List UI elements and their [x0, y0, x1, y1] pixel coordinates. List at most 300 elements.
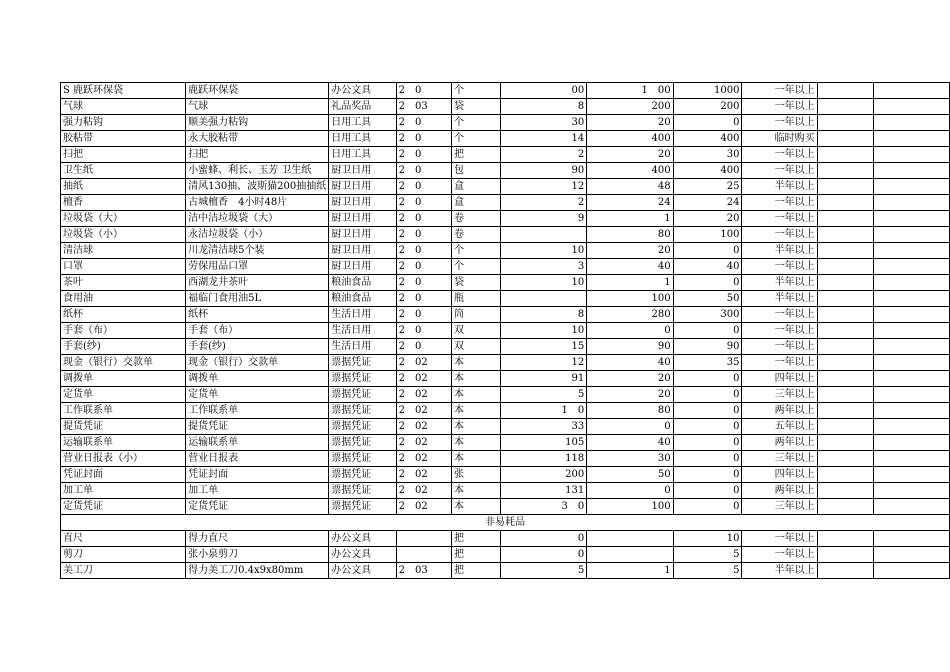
price-cell[interactable]: 90 [587, 339, 673, 355]
code-cell[interactable]: 2 0 [396, 227, 451, 243]
unit-cell[interactable]: 本 [451, 355, 500, 371]
quantity-cell[interactable]: 33 [500, 419, 586, 435]
quantity-cell[interactable]: 9 [500, 211, 586, 227]
unit-cell[interactable]: 双 [451, 323, 500, 339]
unit-cell[interactable]: 双 [451, 339, 500, 355]
empty-cell[interactable] [874, 115, 950, 131]
price-cell[interactable]: 1 [587, 563, 673, 579]
unit-cell[interactable]: 张 [451, 467, 500, 483]
code-cell[interactable]: 2 0 [396, 275, 451, 291]
amount-cell[interactable]: 40 [673, 259, 742, 275]
empty-cell[interactable] [874, 227, 950, 243]
empty-cell[interactable] [817, 355, 873, 371]
item-spec-cell[interactable]: 顺美强力粘钩 [186, 115, 329, 131]
quantity-cell[interactable]: 91 [500, 371, 586, 387]
item-name-cell[interactable]: 清洁球 [61, 243, 186, 259]
unit-cell[interactable]: 盒 [451, 195, 500, 211]
amount-cell[interactable]: 0 [673, 467, 742, 483]
quantity-cell[interactable]: 1 0 [500, 403, 586, 419]
item-spec-cell[interactable]: 调拨单 [186, 371, 329, 387]
quantity-cell[interactable]: 8 [500, 99, 586, 115]
period-cell[interactable]: 一年以上 [742, 211, 817, 227]
empty-cell[interactable] [817, 179, 873, 195]
code-cell[interactable]: 2 0 [396, 163, 451, 179]
empty-cell[interactable] [874, 243, 950, 259]
item-name-cell[interactable]: 运输联系单 [61, 435, 186, 451]
unit-cell[interactable]: 本 [451, 483, 500, 499]
amount-cell[interactable]: 24 [673, 195, 742, 211]
item-spec-cell[interactable]: 凭证封面 [186, 467, 329, 483]
period-cell[interactable]: 半年以上 [742, 563, 817, 579]
item-spec-cell[interactable]: 工作联系单 [186, 403, 329, 419]
item-name-cell[interactable]: 檀香 [61, 195, 186, 211]
quantity-cell[interactable]: 118 [500, 451, 586, 467]
quantity-cell[interactable]: 2 [500, 195, 586, 211]
item-name-cell[interactable]: 茶叶 [61, 275, 186, 291]
empty-cell[interactable] [817, 499, 873, 515]
empty-cell[interactable] [874, 323, 950, 339]
category-cell[interactable]: 厨卫日用 [329, 227, 396, 243]
item-name-cell[interactable]: 现金（银行）交款单 [61, 355, 186, 371]
category-cell[interactable]: 票据凭证 [329, 499, 396, 515]
code-cell[interactable]: 2 0 [396, 307, 451, 323]
quantity-cell[interactable]: 15 [500, 339, 586, 355]
empty-cell[interactable] [874, 355, 950, 371]
price-cell[interactable]: 80 [587, 227, 673, 243]
amount-cell[interactable]: 0 [673, 371, 742, 387]
item-spec-cell[interactable]: 劳保用品口罩 [186, 259, 329, 275]
period-cell[interactable]: 一年以上 [742, 115, 817, 131]
item-spec-cell[interactable]: 营业日报表 [186, 451, 329, 467]
code-cell[interactable]: 2 0 [396, 195, 451, 211]
amount-cell[interactable]: 30 [673, 147, 742, 163]
item-name-cell[interactable]: 扫把 [61, 147, 186, 163]
unit-cell[interactable]: 把 [451, 531, 500, 547]
period-cell[interactable]: 一年以上 [742, 259, 817, 275]
code-cell[interactable]: 2 0 [396, 179, 451, 195]
empty-cell[interactable] [874, 179, 950, 195]
empty-cell[interactable] [817, 435, 873, 451]
code-cell[interactable]: 2 0 [396, 323, 451, 339]
quantity-cell[interactable]: 3 0 [500, 499, 586, 515]
item-name-cell[interactable]: 营业日报表（小） [61, 451, 186, 467]
amount-cell[interactable]: 50 [673, 291, 742, 307]
price-cell[interactable] [587, 547, 673, 563]
unit-cell[interactable]: 本 [451, 435, 500, 451]
empty-cell[interactable] [874, 403, 950, 419]
price-cell[interactable]: 0 [587, 483, 673, 499]
item-name-cell[interactable]: 强力粘钩 [61, 115, 186, 131]
empty-cell[interactable] [817, 291, 873, 307]
unit-cell[interactable]: 个 [451, 259, 500, 275]
item-name-cell[interactable]: 垃圾袋（小） [61, 227, 186, 243]
item-name-cell[interactable]: 凭证封面 [61, 467, 186, 483]
unit-cell[interactable]: 本 [451, 371, 500, 387]
item-name-cell[interactable]: 垃圾袋（大） [61, 211, 186, 227]
price-cell[interactable]: 1 00 [587, 83, 673, 99]
amount-cell[interactable]: 0 [673, 275, 742, 291]
price-cell[interactable]: 400 [587, 163, 673, 179]
unit-cell[interactable]: 本 [451, 403, 500, 419]
period-cell[interactable]: 一年以上 [742, 323, 817, 339]
period-cell[interactable]: 一年以上 [742, 355, 817, 371]
item-spec-cell[interactable]: 手套（布） [186, 323, 329, 339]
unit-cell[interactable]: 包 [451, 163, 500, 179]
period-cell[interactable]: 三年以上 [742, 451, 817, 467]
item-spec-cell[interactable]: 定货单 [186, 387, 329, 403]
price-cell[interactable]: 1 [587, 275, 673, 291]
item-spec-cell[interactable]: 扫把 [186, 147, 329, 163]
price-cell[interactable]: 24 [587, 195, 673, 211]
category-cell[interactable]: 生活日用 [329, 307, 396, 323]
empty-cell[interactable] [874, 259, 950, 275]
item-name-cell[interactable]: 气球 [61, 99, 186, 115]
amount-cell[interactable]: 0 [673, 323, 742, 339]
quantity-cell[interactable]: 12 [500, 355, 586, 371]
category-cell[interactable]: 办公文具 [329, 547, 396, 563]
unit-cell[interactable]: 把 [451, 147, 500, 163]
category-cell[interactable]: 厨卫日用 [329, 195, 396, 211]
empty-cell[interactable] [874, 387, 950, 403]
item-spec-cell[interactable]: 洁中洁垃圾袋（大） [186, 211, 329, 227]
price-cell[interactable]: 100 [587, 291, 673, 307]
item-spec-cell[interactable]: 气球 [186, 99, 329, 115]
price-cell[interactable]: 40 [587, 435, 673, 451]
empty-cell[interactable] [874, 467, 950, 483]
category-cell[interactable]: 生活日用 [329, 323, 396, 339]
empty-cell[interactable] [874, 195, 950, 211]
price-cell[interactable]: 50 [587, 467, 673, 483]
unit-cell[interactable]: 本 [451, 499, 500, 515]
quantity-cell[interactable]: 5 [500, 563, 586, 579]
quantity-cell[interactable]: 00 [500, 83, 586, 99]
empty-cell[interactable] [817, 483, 873, 499]
empty-cell[interactable] [874, 371, 950, 387]
empty-cell[interactable] [817, 227, 873, 243]
empty-cell[interactable] [874, 147, 950, 163]
empty-cell[interactable] [817, 275, 873, 291]
code-cell[interactable]: 2 0 [396, 291, 451, 307]
item-spec-cell[interactable]: 小蜜蜂、利长、玉芳 卫生纸 [186, 163, 329, 179]
amount-cell[interactable]: 0 [673, 403, 742, 419]
quantity-cell[interactable]: 90 [500, 163, 586, 179]
code-cell[interactable]: 2 0 [396, 259, 451, 275]
item-name-cell[interactable]: 抽纸 [61, 179, 186, 195]
quantity-cell[interactable]: 0 [500, 531, 586, 547]
empty-cell[interactable] [817, 419, 873, 435]
amount-cell[interactable]: 0 [673, 419, 742, 435]
unit-cell[interactable]: 瓶 [451, 291, 500, 307]
empty-cell[interactable] [817, 531, 873, 547]
quantity-cell[interactable]: 14 [500, 131, 586, 147]
price-cell[interactable]: 20 [587, 243, 673, 259]
empty-cell[interactable] [817, 467, 873, 483]
code-cell[interactable]: 2 03 [396, 99, 451, 115]
price-cell[interactable]: 20 [587, 371, 673, 387]
unit-cell[interactable]: 袋 [451, 275, 500, 291]
category-cell[interactable]: 生活日用 [329, 339, 396, 355]
item-name-cell[interactable]: 卫生纸 [61, 163, 186, 179]
quantity-cell[interactable] [500, 227, 586, 243]
empty-cell[interactable] [817, 403, 873, 419]
quantity-cell[interactable]: 12 [500, 179, 586, 195]
price-cell[interactable]: 40 [587, 259, 673, 275]
empty-cell[interactable] [874, 483, 950, 499]
period-cell[interactable]: 四年以上 [742, 371, 817, 387]
item-spec-cell[interactable]: 西湖龙井茶叶 [186, 275, 329, 291]
period-cell[interactable]: 两年以上 [742, 403, 817, 419]
quantity-cell[interactable]: 10 [500, 275, 586, 291]
period-cell[interactable]: 一年以上 [742, 83, 817, 99]
item-spec-cell[interactable]: 鹿跃环保袋 [186, 83, 329, 99]
empty-cell[interactable] [874, 211, 950, 227]
period-cell[interactable]: 一年以上 [742, 99, 817, 115]
code-cell[interactable]: 2 02 [396, 483, 451, 499]
item-spec-cell[interactable]: 提货凭证 [186, 419, 329, 435]
empty-cell[interactable] [874, 291, 950, 307]
empty-cell[interactable] [817, 323, 873, 339]
price-cell[interactable]: 0 [587, 323, 673, 339]
item-spec-cell[interactable]: 运输联系单 [186, 435, 329, 451]
code-cell[interactable]: 2 0 [396, 243, 451, 259]
amount-cell[interactable]: 0 [673, 243, 742, 259]
period-cell[interactable]: 半年以上 [742, 275, 817, 291]
category-cell[interactable]: 日用工具 [329, 131, 396, 147]
empty-cell[interactable] [874, 99, 950, 115]
empty-cell[interactable] [874, 131, 950, 147]
unit-cell[interactable]: 袋 [451, 99, 500, 115]
amount-cell[interactable]: 25 [673, 179, 742, 195]
amount-cell[interactable]: 100 [673, 227, 742, 243]
empty-cell[interactable] [817, 243, 873, 259]
category-cell[interactable]: 办公文具 [329, 83, 396, 99]
amount-cell[interactable]: 90 [673, 339, 742, 355]
price-cell[interactable]: 20 [587, 387, 673, 403]
empty-cell[interactable] [817, 163, 873, 179]
empty-cell[interactable] [874, 275, 950, 291]
price-cell[interactable]: 0 [587, 419, 673, 435]
price-cell[interactable]: 20 [587, 115, 673, 131]
price-cell[interactable]: 200 [587, 99, 673, 115]
item-spec-cell[interactable]: 清风130抽、波斯猫200抽抽纸 [186, 179, 329, 195]
empty-cell[interactable] [817, 307, 873, 323]
item-spec-cell[interactable]: 手套(纱) [186, 339, 329, 355]
unit-cell[interactable]: 个 [451, 243, 500, 259]
unit-cell[interactable]: 把 [451, 547, 500, 563]
unit-cell[interactable]: 卷 [451, 211, 500, 227]
amount-cell[interactable]: 300 [673, 307, 742, 323]
category-cell[interactable]: 票据凭证 [329, 403, 396, 419]
category-cell[interactable]: 日用工具 [329, 147, 396, 163]
code-cell[interactable]: 2 02 [396, 499, 451, 515]
item-spec-cell[interactable]: 现金（银行）交款单 [186, 355, 329, 371]
amount-cell[interactable]: 200 [673, 99, 742, 115]
code-cell[interactable]: 2 0 [396, 115, 451, 131]
code-cell[interactable]: 2 0 [396, 339, 451, 355]
category-cell[interactable]: 厨卫日用 [329, 243, 396, 259]
quantity-cell[interactable]: 3 [500, 259, 586, 275]
item-spec-cell[interactable]: 永大胶粘带 [186, 131, 329, 147]
unit-cell[interactable]: 个 [451, 83, 500, 99]
category-cell[interactable]: 厨卫日用 [329, 163, 396, 179]
quantity-cell[interactable]: 10 [500, 243, 586, 259]
amount-cell[interactable]: 0 [673, 435, 742, 451]
category-cell[interactable]: 票据凭证 [329, 387, 396, 403]
unit-cell[interactable]: 本 [451, 451, 500, 467]
period-cell[interactable]: 两年以上 [742, 435, 817, 451]
category-cell[interactable]: 礼品奖品 [329, 99, 396, 115]
item-spec-cell[interactable]: 古城檀香 4小时48片 [186, 195, 329, 211]
empty-cell[interactable] [874, 83, 950, 99]
price-cell[interactable]: 280 [587, 307, 673, 323]
empty-cell[interactable] [817, 147, 873, 163]
empty-cell[interactable] [874, 547, 950, 563]
quantity-cell[interactable]: 131 [500, 483, 586, 499]
category-cell[interactable]: 票据凭证 [329, 451, 396, 467]
period-cell[interactable]: 一年以上 [742, 307, 817, 323]
amount-cell[interactable]: 5 [673, 547, 742, 563]
empty-cell[interactable] [817, 387, 873, 403]
period-cell[interactable]: 半年以上 [742, 179, 817, 195]
item-spec-cell[interactable]: 福临门食用油5L [186, 291, 329, 307]
unit-cell[interactable]: 个 [451, 131, 500, 147]
item-name-cell[interactable]: 提货凭证 [61, 419, 186, 435]
item-name-cell[interactable]: 口罩 [61, 259, 186, 275]
price-cell[interactable]: 400 [587, 131, 673, 147]
code-cell[interactable]: 2 0 [396, 131, 451, 147]
unit-cell[interactable]: 把 [451, 563, 500, 579]
item-name-cell[interactable]: 手套(纱) [61, 339, 186, 355]
period-cell[interactable]: 一年以上 [742, 531, 817, 547]
amount-cell[interactable]: 5 [673, 563, 742, 579]
item-name-cell[interactable]: 直尺 [61, 531, 186, 547]
quantity-cell[interactable]: 30 [500, 115, 586, 131]
code-cell[interactable] [396, 547, 451, 563]
empty-cell[interactable] [817, 451, 873, 467]
category-cell[interactable]: 票据凭证 [329, 435, 396, 451]
item-name-cell[interactable]: 纸杯 [61, 307, 186, 323]
item-spec-cell[interactable]: 加工单 [186, 483, 329, 499]
empty-cell[interactable] [817, 131, 873, 147]
empty-cell[interactable] [817, 563, 873, 579]
quantity-cell[interactable] [500, 291, 586, 307]
code-cell[interactable]: 2 02 [396, 435, 451, 451]
category-cell[interactable]: 票据凭证 [329, 419, 396, 435]
category-cell[interactable]: 粮油食品 [329, 275, 396, 291]
amount-cell[interactable]: 400 [673, 131, 742, 147]
empty-cell[interactable] [817, 83, 873, 99]
empty-cell[interactable] [874, 499, 950, 515]
category-cell[interactable]: 票据凭证 [329, 467, 396, 483]
quantity-cell[interactable]: 10 [500, 323, 586, 339]
empty-cell[interactable] [874, 339, 950, 355]
amount-cell[interactable]: 35 [673, 355, 742, 371]
amount-cell[interactable]: 0 [673, 499, 742, 515]
category-cell[interactable]: 粮油食品 [329, 291, 396, 307]
period-cell[interactable]: 三年以上 [742, 499, 817, 515]
period-cell[interactable]: 五年以上 [742, 419, 817, 435]
empty-cell[interactable] [817, 259, 873, 275]
empty-cell[interactable] [817, 547, 873, 563]
category-cell[interactable]: 票据凭证 [329, 355, 396, 371]
code-cell[interactable]: 2 0 [396, 211, 451, 227]
code-cell[interactable]: 2 02 [396, 387, 451, 403]
empty-cell[interactable] [817, 339, 873, 355]
quantity-cell[interactable]: 105 [500, 435, 586, 451]
quantity-cell[interactable]: 8 [500, 307, 586, 323]
item-name-cell[interactable]: 工作联系单 [61, 403, 186, 419]
item-name-cell[interactable]: 美工刀 [61, 563, 186, 579]
item-name-cell[interactable]: 食用油 [61, 291, 186, 307]
empty-cell[interactable] [874, 419, 950, 435]
code-cell[interactable]: 2 02 [396, 371, 451, 387]
item-spec-cell[interactable]: 永洁垃圾袋（小） [186, 227, 329, 243]
item-name-cell[interactable]: 定货凭证 [61, 499, 186, 515]
quantity-cell[interactable]: 200 [500, 467, 586, 483]
empty-cell[interactable] [874, 435, 950, 451]
price-cell[interactable]: 1 [587, 211, 673, 227]
price-cell[interactable]: 20 [587, 147, 673, 163]
item-name-cell[interactable]: 加工单 [61, 483, 186, 499]
price-cell[interactable]: 30 [587, 451, 673, 467]
item-name-cell[interactable]: 胶粘带 [61, 131, 186, 147]
item-spec-cell[interactable]: 得力直尺 [186, 531, 329, 547]
code-cell[interactable] [396, 531, 451, 547]
code-cell[interactable]: 2 02 [396, 403, 451, 419]
period-cell[interactable]: 四年以上 [742, 467, 817, 483]
code-cell[interactable]: 2 03 [396, 563, 451, 579]
period-cell[interactable]: 一年以上 [742, 147, 817, 163]
unit-cell[interactable]: 本 [451, 387, 500, 403]
period-cell[interactable]: 半年以上 [742, 291, 817, 307]
empty-cell[interactable] [874, 563, 950, 579]
price-cell[interactable]: 80 [587, 403, 673, 419]
code-cell[interactable]: 2 02 [396, 419, 451, 435]
amount-cell[interactable]: 20 [673, 211, 742, 227]
code-cell[interactable]: 2 02 [396, 467, 451, 483]
period-cell[interactable]: 临时购买 [742, 131, 817, 147]
code-cell[interactable]: 2 0 [396, 83, 451, 99]
item-spec-cell[interactable]: 川龙清洁球5个装 [186, 243, 329, 259]
empty-cell[interactable] [817, 195, 873, 211]
category-cell[interactable]: 日用工具 [329, 115, 396, 131]
period-cell[interactable]: 半年以上 [742, 243, 817, 259]
period-cell[interactable]: 一年以上 [742, 227, 817, 243]
item-name-cell[interactable]: 定货单 [61, 387, 186, 403]
category-cell[interactable]: 票据凭证 [329, 371, 396, 387]
empty-cell[interactable] [874, 163, 950, 179]
price-cell[interactable]: 48 [587, 179, 673, 195]
item-spec-cell[interactable]: 张小泉剪刀 [186, 547, 329, 563]
code-cell[interactable]: 2 0 [396, 147, 451, 163]
amount-cell[interactable]: 400 [673, 163, 742, 179]
amount-cell[interactable]: 10 [673, 531, 742, 547]
empty-cell[interactable] [817, 211, 873, 227]
amount-cell[interactable]: 0 [673, 115, 742, 131]
price-cell[interactable]: 100 [587, 499, 673, 515]
code-cell[interactable]: 2 02 [396, 355, 451, 371]
unit-cell[interactable]: 盒 [451, 179, 500, 195]
period-cell[interactable]: 三年以上 [742, 387, 817, 403]
category-cell[interactable]: 厨卫日用 [329, 259, 396, 275]
amount-cell[interactable]: 0 [673, 387, 742, 403]
category-cell[interactable]: 厨卫日用 [329, 179, 396, 195]
period-cell[interactable]: 两年以上 [742, 483, 817, 499]
item-name-cell[interactable]: 调拨单 [61, 371, 186, 387]
item-name-cell[interactable]: 剪刀 [61, 547, 186, 563]
category-cell[interactable]: 厨卫日用 [329, 211, 396, 227]
amount-cell[interactable]: 0 [673, 451, 742, 467]
